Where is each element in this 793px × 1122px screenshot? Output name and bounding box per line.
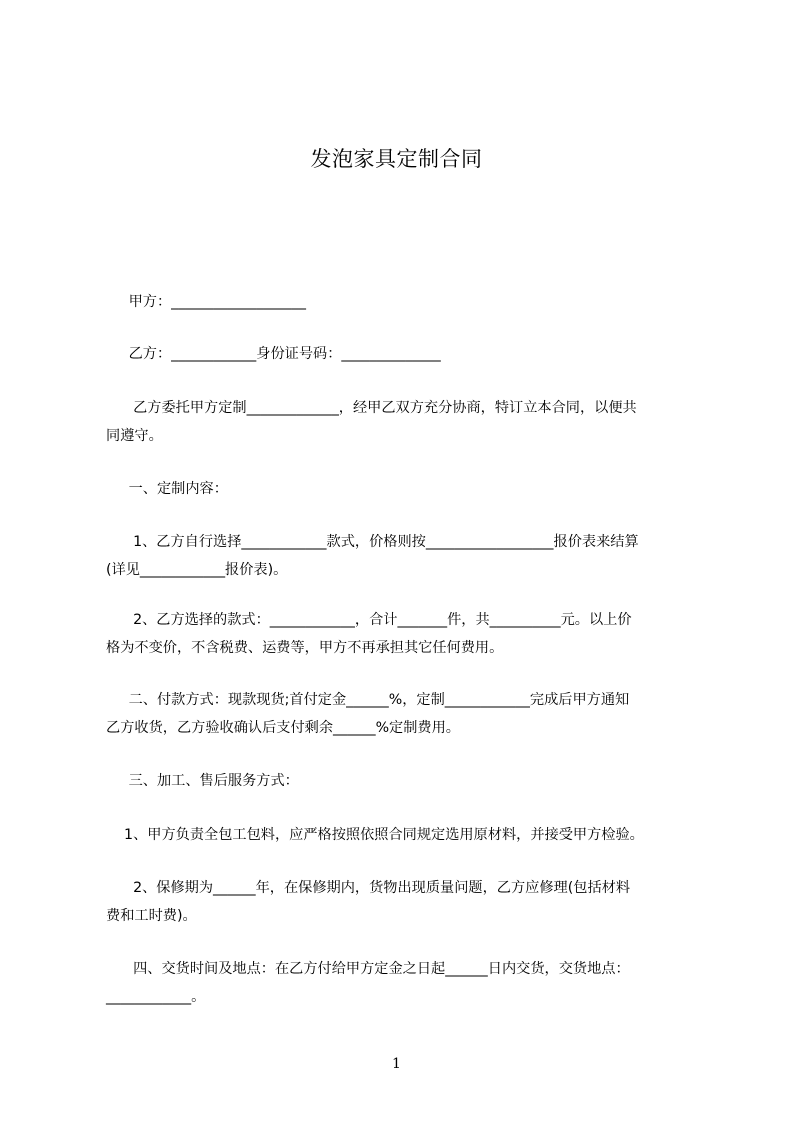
clause-3-1: 1、甲方负责全包工包料，应严格按照依照合同规定选用原材料，并接受甲方检验。 — [106, 827, 644, 843]
section-heading-3: 三、加工、售后服务方式： — [106, 773, 299, 789]
document-title: 发泡家具定制合同 — [310, 147, 483, 171]
section-heading-1: 一、定制内容： — [106, 481, 228, 497]
clause-1-1: 1、乙方自行选择____________款式，价格则按__________________报价表来结算 (详见____________报价表)。 — [106, 534, 639, 578]
section-heading-2: 二、付款方式：现款现货;首付定金______%，定制____________完成后甲方通知 乙方收货，乙方验收确认后支付剩余______%定制费用。 — [106, 692, 630, 736]
party-b-line: 乙方：____________身份证号码：______________ — [106, 346, 441, 362]
clause-1-2: 2、乙方选择的款式：____________，合计_______件，共__________元。以上价 格为不变价，不含税费、运费等，甲方不再承担其它任何费用。 — [106, 612, 632, 656]
page-number: 1 — [392, 1056, 401, 1072]
section-heading-4: 四、交货时间及地点：在乙方付给甲方定金之日起______日内交货，交货地点： ____________。 — [106, 961, 630, 1005]
intro-paragraph: 乙方委托甲方定制_____________，经甲乙双方充分协商，特订立本合同，以便共 同遵守。 — [106, 400, 637, 444]
party-a-line: 甲方：___________________ — [106, 294, 306, 310]
clause-3-2: 2、保修期为______年，在保修期内，货物出现质量问题，乙方应修理(包括材料 费和工时费)。 — [106, 880, 631, 924]
